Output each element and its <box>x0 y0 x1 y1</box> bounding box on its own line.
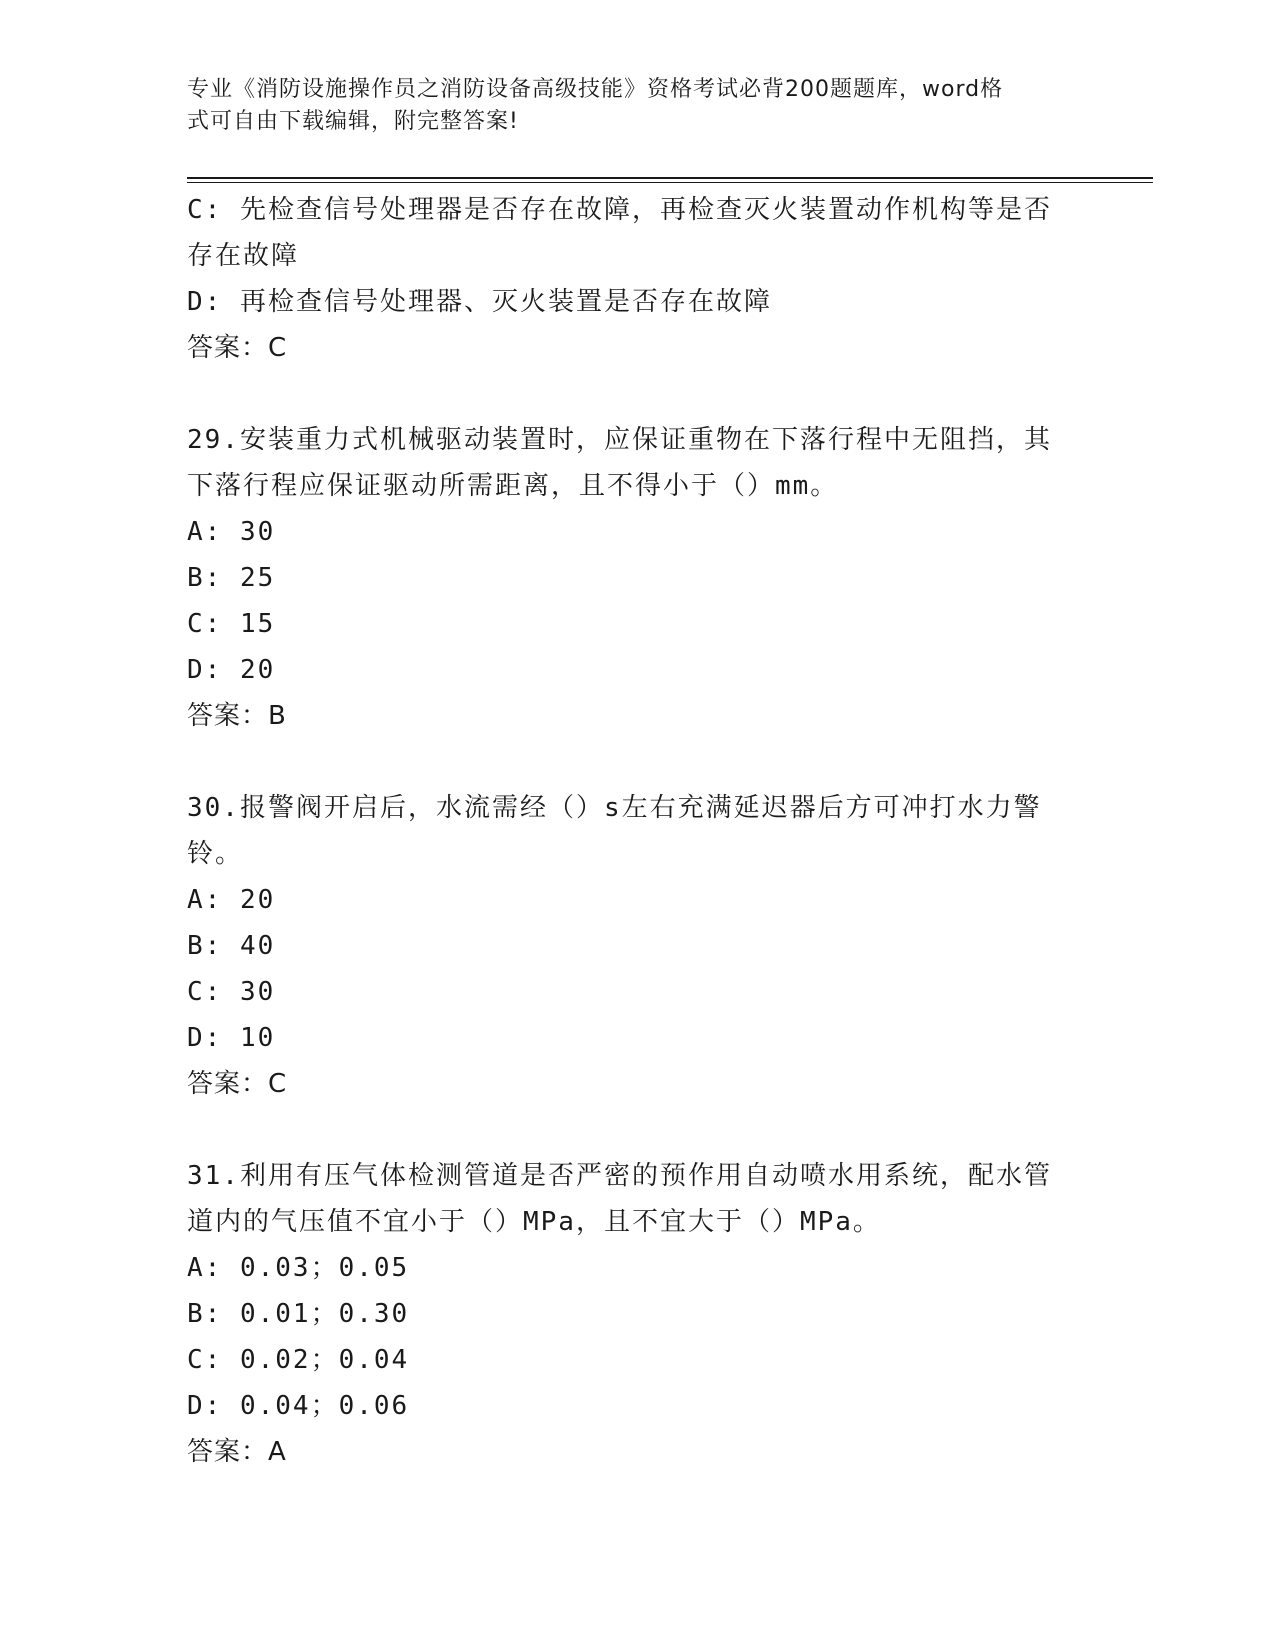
spacer <box>187 371 1087 417</box>
answer-line: 答案：A <box>187 1437 287 1467</box>
option-b: B: 0.01；0.30 <box>187 1299 410 1329</box>
option-d: D: 10 <box>187 1023 276 1053</box>
question-stem-line-1: 31.利用有压气体检测管道是否严密的预作用自动喷水用系统，配水管 <box>187 1161 1052 1191</box>
option-c: C: 30 <box>187 977 276 1007</box>
question-30 <box>187 785 1087 1107</box>
spacer <box>187 1107 1087 1153</box>
option-c-line-1: C: 先检查信号处理器是否存在故障，再检查灭火装置动作机构等是否 <box>187 195 1052 225</box>
answer-line: 答案：C <box>187 333 288 363</box>
option-b: B: 40 <box>187 931 276 961</box>
question-31 <box>187 1153 1087 1475</box>
question-stem-line-2: 道内的气压值不宜小于（）MPa，且不宜大于（）MPa。 <box>187 1207 881 1237</box>
question-29 <box>187 417 1087 739</box>
option-d: D: 20 <box>187 655 276 685</box>
question-stem-line-1: 30.报警阀开启后，水流需经（）s左右充满延迟器后方可冲打水力警 <box>187 793 1042 823</box>
option-a: A: 0.03；0.05 <box>187 1253 410 1283</box>
spacer <box>187 739 1087 785</box>
header-divider-thick <box>187 177 1153 179</box>
header-line-1: 专业《消防设施操作员之消防设备高级技能》资格考试必背200题题库，word格 <box>187 77 1004 102</box>
option-c: C: 0.02；0.04 <box>187 1345 410 1375</box>
question-stem-line-1: 29.安装重力式机械驱动装置时，应保证重物在下落行程中无阻挡，其 <box>187 425 1052 455</box>
previous-question-block <box>187 187 1087 371</box>
question-stem-line-2: 下落行程应保证驱动所需距离，且不得小于（）mm。 <box>187 471 839 501</box>
option-b: B: 25 <box>187 563 276 593</box>
document-body <box>187 187 1087 1475</box>
option-d: D: 0.04；0.06 <box>187 1391 410 1421</box>
option-c: C: 15 <box>187 609 276 639</box>
answer-line: 答案：C <box>187 1069 288 1099</box>
option-c-line-2: 存在故障 <box>187 241 300 271</box>
header-divider-thin <box>187 182 1153 183</box>
option-a: A: 30 <box>187 517 276 547</box>
document-header <box>187 74 1067 138</box>
option-d: D: 再检查信号处理器、灭火装置是否存在故障 <box>187 287 772 317</box>
header-line-2: 式可自由下载编辑，附完整答案! <box>187 109 519 134</box>
question-stem-line-2: 铃。 <box>187 839 244 869</box>
option-a: A: 20 <box>187 885 276 915</box>
answer-line: 答案：B <box>187 701 287 731</box>
